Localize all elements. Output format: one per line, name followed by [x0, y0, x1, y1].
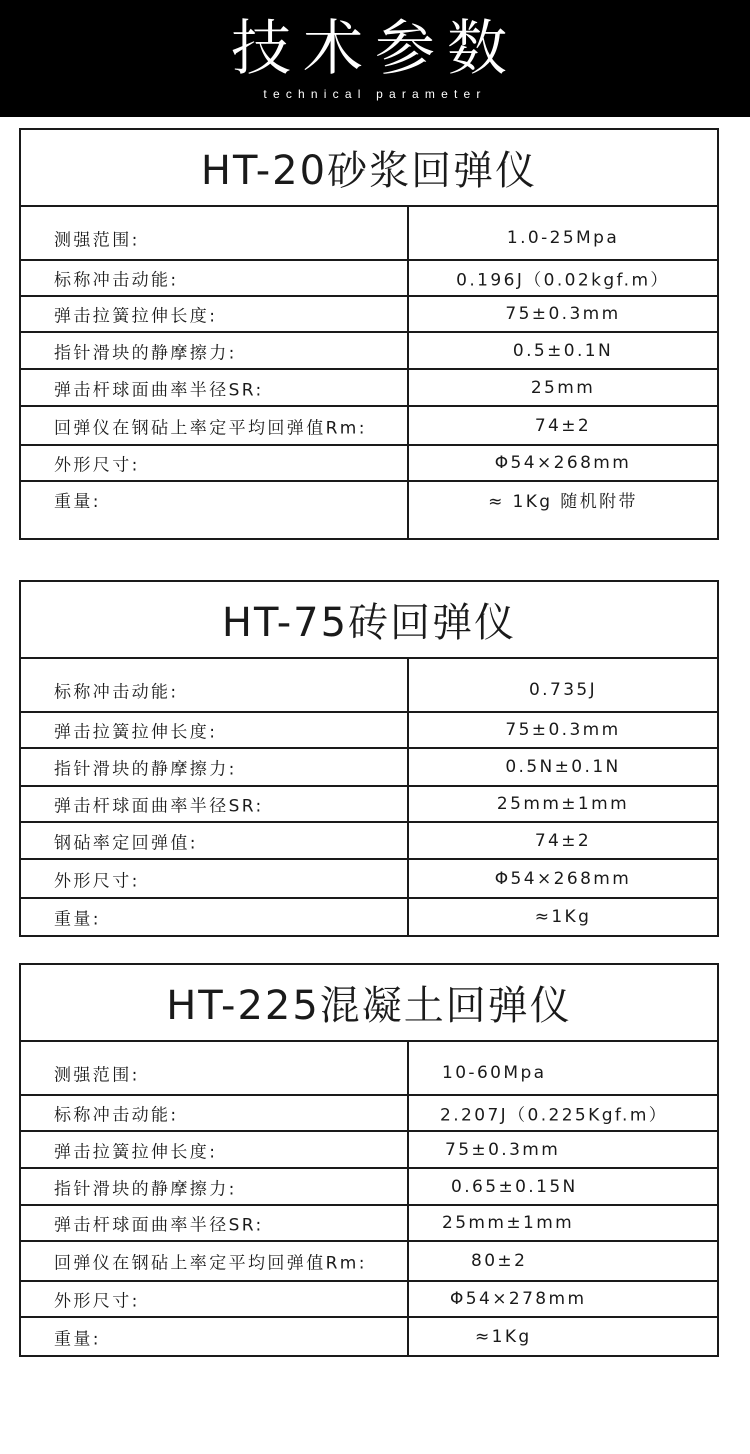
row-value: 25mm: [530, 377, 596, 398]
row-value: 0.5±0.1N: [512, 340, 614, 361]
table-row: [21, 370, 717, 407]
row-label: 标称冲击动能:: [54, 682, 179, 703]
table-row: [21, 787, 717, 823]
table-row: [21, 1132, 717, 1169]
row-value: ≈ 1Kg 随机附带: [488, 492, 638, 512]
table-row: [21, 482, 717, 538]
table-row: [21, 1169, 717, 1206]
row-value: 74±2: [534, 830, 592, 851]
row-label: 标称冲击动能:: [54, 270, 179, 291]
table-row: [21, 1096, 717, 1132]
table-row: [21, 1042, 717, 1096]
table-row: [21, 1282, 717, 1318]
row-label: 指针滑块的静摩擦力:: [54, 1179, 237, 1199]
row-value: Φ54×268mm: [494, 453, 632, 473]
row-value: Φ54×278mm: [450, 1289, 587, 1309]
table-row: [21, 899, 717, 935]
row-label: 标称冲击动能:: [54, 1105, 179, 1126]
row-label: 钢砧率定回弹值:: [54, 833, 198, 853]
header-banner: [0, 0, 750, 117]
row-label: 弹击拉簧拉伸长度:: [54, 306, 218, 327]
row-value: Φ54×268mm: [494, 868, 632, 889]
row-value: 25mm±1mm: [442, 1213, 575, 1233]
row-label: 弹击杆球面曲率半径SR:: [54, 1215, 264, 1236]
row-label: 测强范围:: [54, 1065, 140, 1086]
spec-table-title: HT-75砖回弹仪: [21, 582, 717, 659]
row-label: 重量:: [54, 492, 101, 512]
table-row: [21, 749, 717, 787]
table-row: [21, 1242, 717, 1282]
row-label: 弹击拉簧拉伸长度:: [54, 722, 218, 743]
spec-table-ht20: [19, 128, 719, 540]
table-row: [21, 407, 717, 446]
table-row: [21, 1206, 717, 1242]
table-row: [21, 1318, 717, 1355]
table-row: [21, 823, 717, 860]
row-value: 10-60Mpa: [442, 1063, 547, 1084]
page-subtitle: technical parameter: [263, 87, 487, 101]
row-value: 25mm±1mm: [496, 794, 630, 814]
row-value: 0.735J: [528, 680, 598, 701]
spec-table-title: HT-20砂浆回弹仪: [21, 130, 717, 207]
row-value: 2.207J（0.225Kgf.m）: [440, 1105, 669, 1126]
row-label: 外形尺寸:: [54, 1291, 140, 1312]
table-row: [21, 297, 717, 333]
row-value: 75±0.3mm: [445, 1139, 561, 1160]
row-value: 0.196J（0.02kgf.m）: [456, 270, 670, 291]
row-label: 重量:: [54, 1329, 101, 1349]
spec-table-ht75: [19, 580, 719, 937]
table-row: [21, 860, 717, 899]
page-title: 技术参数: [231, 14, 519, 84]
row-label: 外形尺寸:: [54, 455, 140, 476]
row-label: 外形尺寸:: [54, 871, 140, 891]
row-label: 弹击杆球面曲率半径SR:: [54, 796, 264, 817]
row-value: 0.5N±0.1N: [505, 757, 621, 777]
row-value: 75±0.3mm: [505, 720, 621, 740]
row-value: 80±2: [471, 1251, 528, 1271]
row-value: 74±2: [534, 415, 592, 436]
spec-table-ht225: [19, 963, 719, 1357]
table-row: [21, 333, 717, 370]
row-label: 弹击拉簧拉伸长度:: [54, 1142, 218, 1162]
row-value: 75±0.3mm: [505, 304, 621, 324]
table-row: [21, 713, 717, 749]
row-label: 指针滑块的静摩擦力:: [54, 343, 237, 363]
table-row: [21, 659, 717, 713]
row-label: 弹击杆球面曲率半径SR:: [54, 380, 264, 400]
spec-table-title: HT-225混凝土回弹仪: [21, 965, 717, 1042]
row-label: 回弹仪在钢砧上率定平均回弹值Rm:: [54, 418, 367, 438]
row-value: 0.65±0.15N: [451, 1176, 578, 1197]
table-row: [21, 207, 717, 261]
row-label: 指针滑块的静摩擦力:: [54, 759, 237, 780]
row-value: 1.0-25Mpa: [506, 228, 620, 249]
row-value: ≈1Kg: [534, 907, 592, 927]
table-row: [21, 446, 717, 482]
row-value: ≈1Kg: [475, 1326, 532, 1347]
row-label: 重量:: [54, 909, 101, 930]
row-label: 回弹仪在钢砧上率定平均回弹值Rm:: [54, 1253, 367, 1274]
row-label: 测强范围:: [54, 230, 140, 251]
table-row: [21, 261, 717, 297]
